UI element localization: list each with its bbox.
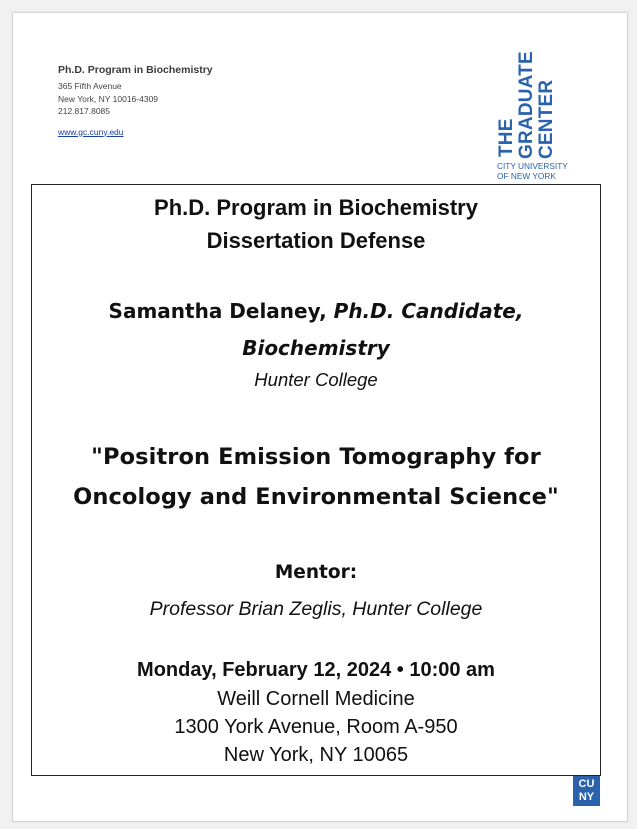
logo-city-line2: OF NEW YORK bbox=[497, 171, 556, 181]
logo-word-center: CENTER bbox=[536, 79, 557, 159]
letterhead-phone: 212.817.8085 bbox=[58, 106, 110, 116]
letterhead bbox=[58, 64, 213, 140]
logo-word-graduate: GRADUATE bbox=[516, 51, 537, 159]
dissertation-title-line1: "Positron Emission Tomography for bbox=[91, 444, 541, 470]
candidate-name: Samantha Delaney, bbox=[108, 299, 327, 323]
graduate-center-logo bbox=[496, 51, 586, 181]
cuny-logo-line1: CU bbox=[578, 778, 595, 790]
logo-city-line1: CITY UNIVERSITY bbox=[497, 161, 568, 171]
dissertation-title-line2: Oncology and Environmental Science" bbox=[73, 484, 559, 510]
venue-address: 1300 York Avenue, Room A-950 bbox=[174, 716, 458, 738]
logo-city-university bbox=[497, 161, 568, 181]
website-link[interactable]: www.gc.cuny.edu bbox=[58, 126, 124, 137]
venue-city: New York, NY 10065 bbox=[223, 744, 409, 766]
letterhead-city: New York, NY 10016-4309 bbox=[58, 93, 159, 104]
candidate-role: Ph.D. Candidate, bbox=[333, 299, 524, 323]
mentor-name: Professor Brian Zeglis, Hunter College bbox=[149, 598, 483, 620]
document-page bbox=[12, 12, 628, 822]
mentor-heading: Mentor: bbox=[274, 562, 358, 583]
letterhead-program: Ph.D. Program in Biochemistry bbox=[58, 64, 213, 76]
event-heading: Dissertation Defense bbox=[206, 228, 426, 253]
candidate-line bbox=[32, 299, 600, 323]
announcement-box bbox=[31, 184, 601, 776]
letterhead-street: 365 Fifth Avenue bbox=[58, 81, 122, 91]
graduate-center-wordmark bbox=[496, 51, 560, 159]
cuny-logo-line2: NY bbox=[578, 791, 595, 803]
cuny-logo bbox=[573, 776, 600, 806]
logo-word-the: THE bbox=[496, 118, 517, 157]
defense-date-time: Monday, February 12, 2024 • 10:00 am bbox=[137, 659, 495, 681]
candidate-dept: Biochemistry bbox=[242, 336, 390, 360]
program-heading: Ph.D. Program in Biochemistry bbox=[154, 195, 478, 220]
candidate-dept-line bbox=[32, 336, 600, 360]
candidate-college: Hunter College bbox=[254, 369, 378, 390]
venue-name: Weill Cornell Medicine bbox=[217, 688, 415, 710]
